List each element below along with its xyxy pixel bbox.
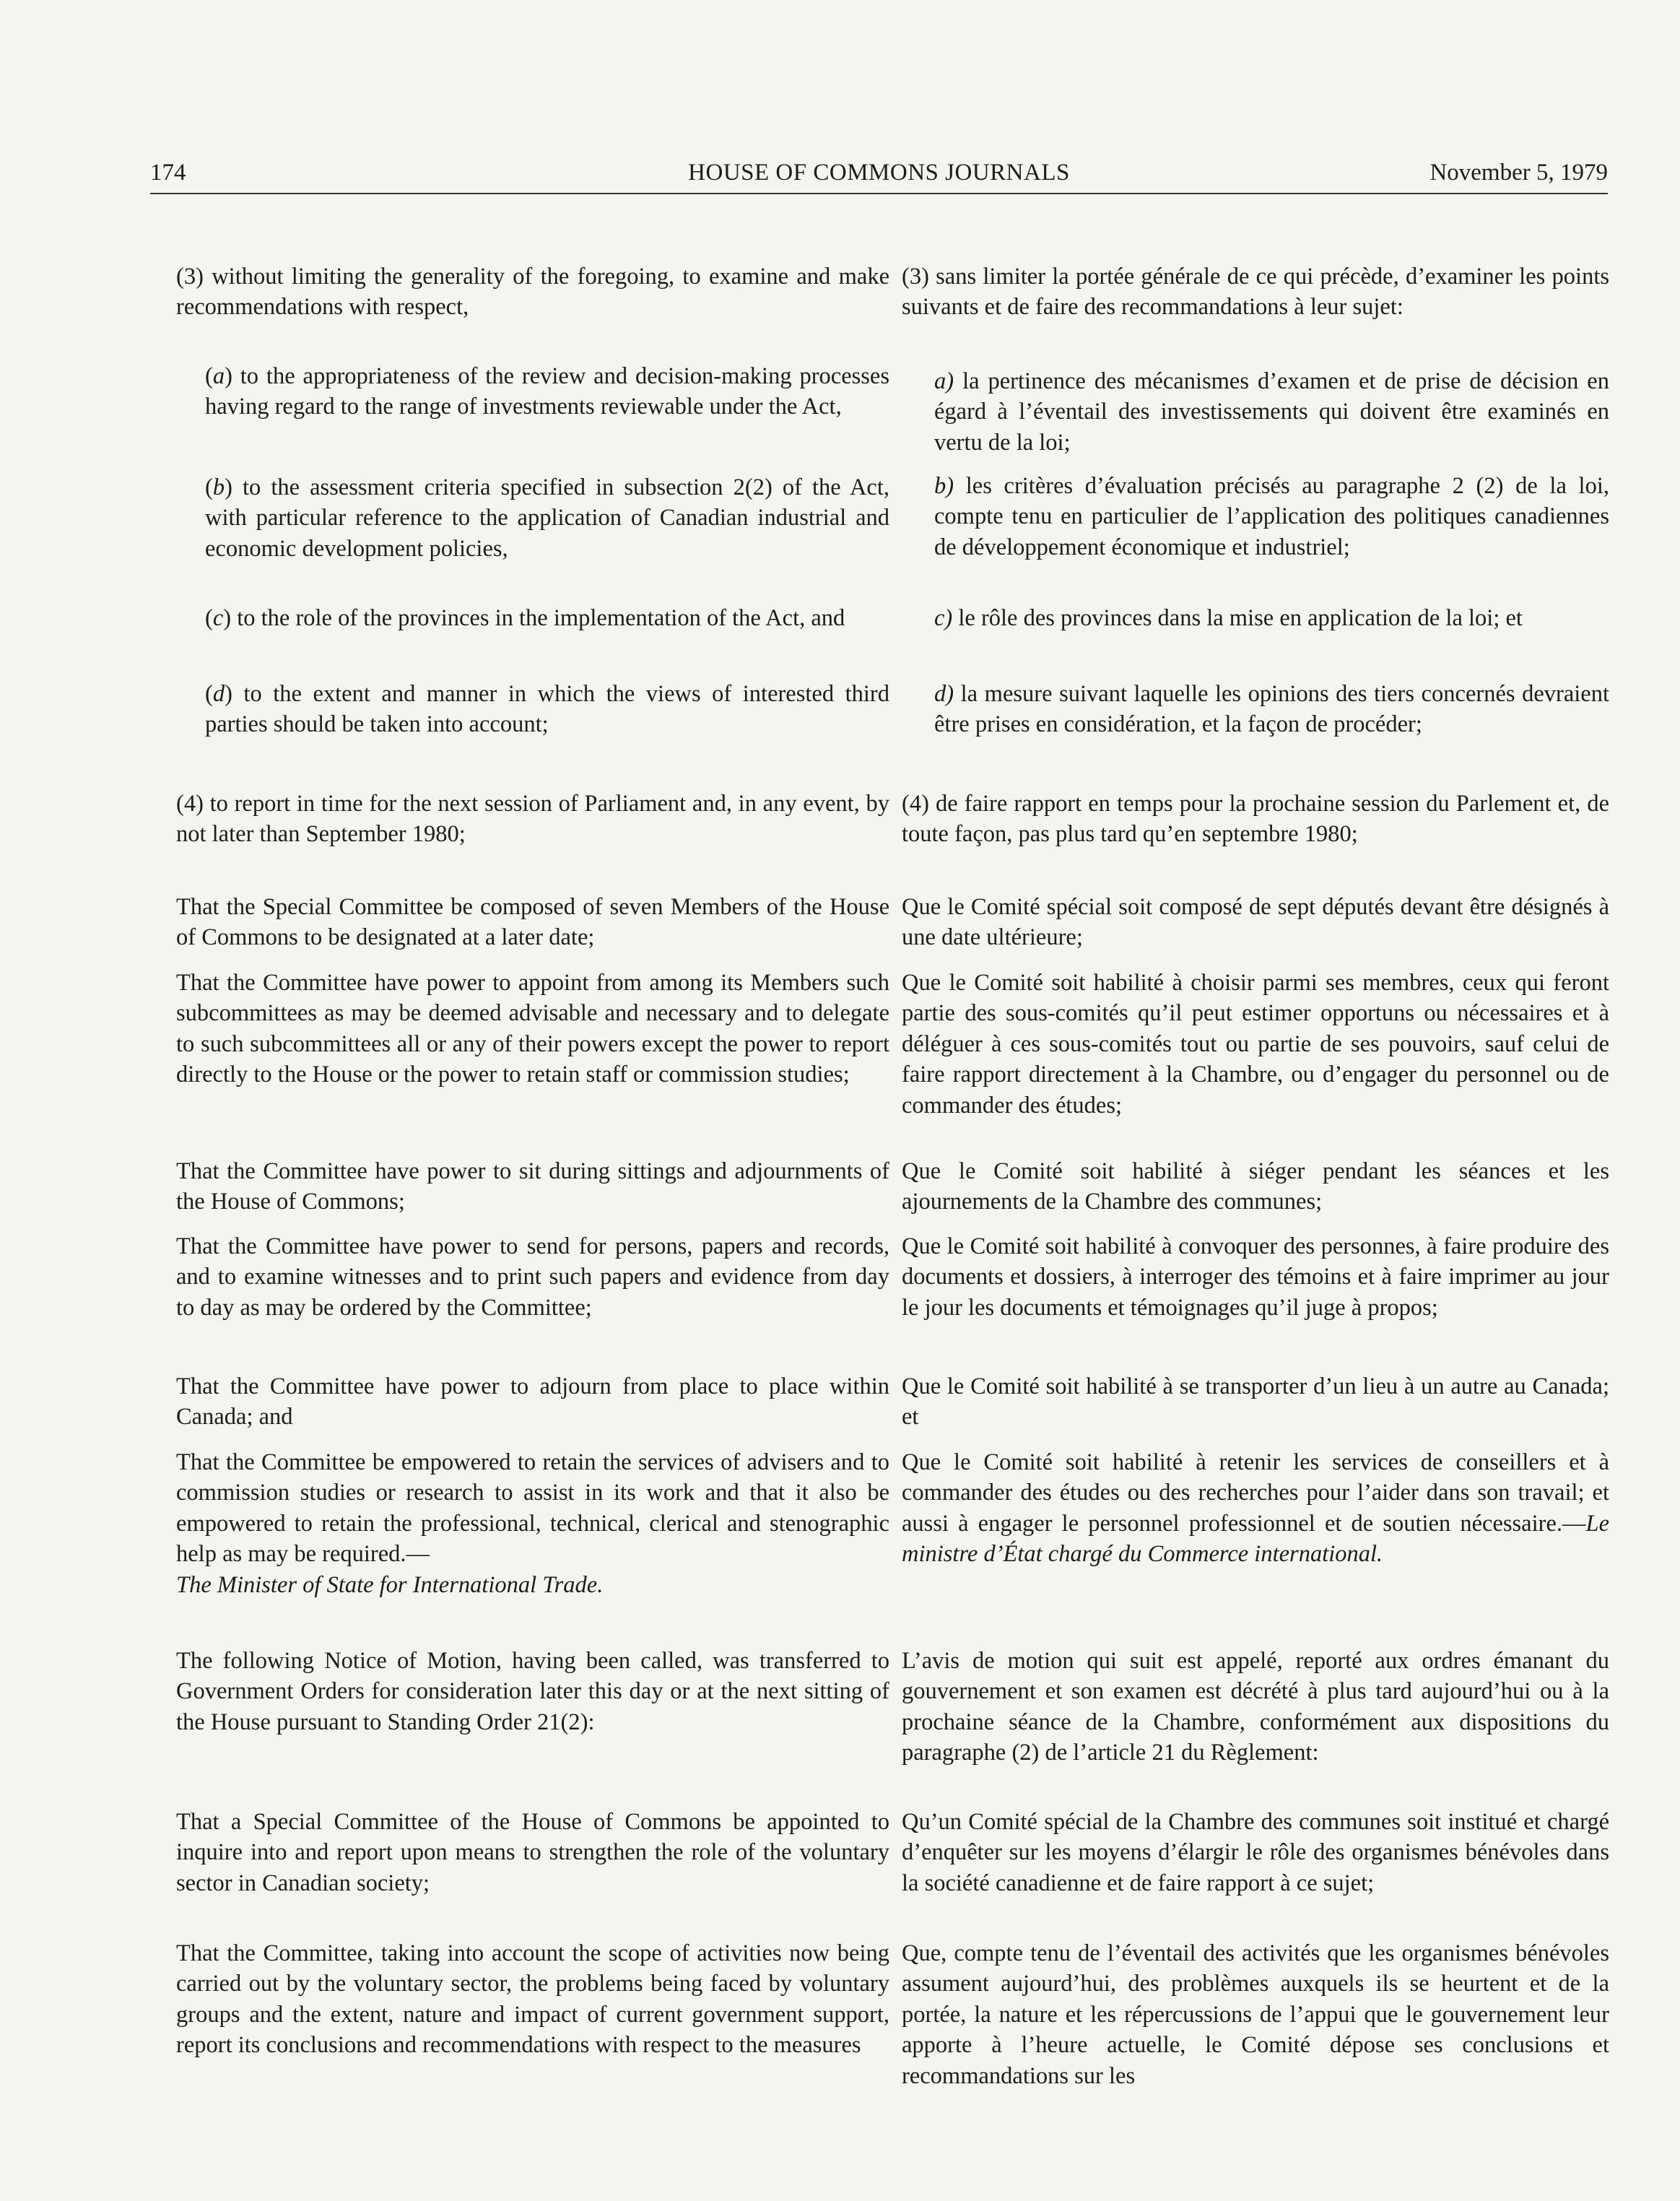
fr-item-d: d) la mesure suivant laquelle les opinions des tiers concernés devraient être prises en considération, et la façon de procéder; (934, 681, 1609, 738)
page-header (150, 155, 1608, 194)
en-send: That the Committee have power to send for persons, papers and records, and to examine witnesses and to print such papers and evidence from day to day as may be ordered by the Committee; (176, 1233, 889, 1321)
journal-title: HOUSE OF COMMONS JOURNALS (688, 160, 1070, 186)
en-scope: That the Committee, taking into account the scope of activities now being carried out by the voluntary sector, the problems being faced by voluntary groups and the extent, nature and impact of current government support, report its conclusions and recommendations with respect to the measures (176, 1940, 889, 2059)
en-subcommittees: That the Committee have power to appoint from among its Members such subcommittees as may be deemed advisable and necessary and to delegate to such subcommittees all or any of their powers except the power to report directly to the House or the power to retain staff or commission studies; (176, 970, 889, 1088)
fr-item-3: (3) sans limiter la portée générale de ce qui précède, d’examiner les points suivants et de faire des recommandations à leur sujet: (902, 264, 1609, 321)
journal-date: November 5, 1979 (1429, 160, 1608, 186)
fr-item-a: a) la pertinence des mécanismes d’examen et de prise de décision en égard à l’éventail des investissements qui doivent être examinés en vertu de la loi; (934, 368, 1609, 456)
fr-scope: Que, compte tenu de l’éventail des activités que les organismes bénévoles assument aujourd’hui, des problèmes auxquels ils se heurtent et de la portée, la nature et les répercussions de l’appui que le gouvernement leur apporte à l’heure actuelle, le Comité dépose ses conclusions et recommandations sur les (902, 1940, 1609, 2089)
en-item-4: (4) to report in time for the next session of Parliament and, in any event, by not later than September 1980; (176, 791, 889, 848)
fr-adjourn: Que le Comité soit habilité à se transporter d’un lieu à un autre au Canada; et (902, 1373, 1609, 1431)
page-number: 174 (150, 160, 186, 186)
en-notice: The following Notice of Motion, having been called, was transferred to Government Orders for consideration later this day or at the next sitting of the House pursuant to Standing Order 21(2): (176, 1648, 889, 1735)
fr-send: Que le Comité soit habilité à convoquer des personnes, à faire produire des documents et dossiers, à interroger des témoins et à faire imprimer au jour le jour les documents et témoignages qu’il juge à propos; (902, 1233, 1609, 1321)
en-adjourn: That the Committee have power to adjourn from place to place within Canada; and (176, 1373, 889, 1431)
en-composition: That the Special Committee be composed of seven Members of the House of Commons to be designated at a later date; (176, 894, 889, 951)
en-minister: The Minister of State for International Trade. (176, 1571, 604, 1598)
en-sit: That the Committee have power to sit during sittings and adjournments of the House of Commons; (176, 1158, 889, 1215)
en-item-d: (d) to the extent and manner in which the views of interested third parties should be taken into account; (205, 681, 889, 738)
en-item-a: (a) to the appropriateness of the review and decision-making processes having regard to the range of investments reviewable under the Act, (205, 363, 889, 420)
en-item-c: (c) to the role of the provinces in the implementation of the Act, and (205, 605, 845, 631)
fr-notice: L’avis de motion qui suit est appelé, reporté aux ordres émanant du gouvernement et son examen est décrété à plus tard aujourd’hui ou à la prochaine séance de la Chambre, conformément aux dispositions du paragraphe (2) de l’article 21 du Règlement: (902, 1648, 1609, 1766)
fr-sit: Que le Comité soit habilité à siéger pendant les séances et les ajournements de la Chambre des communes; (902, 1158, 1609, 1215)
fr-voluntary: Qu’un Comité spécial de la Chambre des communes soit institué et chargé d’enquêter sur les moyens d’élargir le rôle des organismes bénévoles dans la société canadienne et de faire rapport à ce sujet; (902, 1809, 1609, 1896)
en-item-3: (3) without limiting the generality of the foregoing, to examine and make recommendations with respect, (176, 264, 889, 321)
fr-item-4: (4) de faire rapport en temps pour la prochaine session du Parlement et, de toute façon, pas plus tard qu’en septembre 1980; (902, 791, 1609, 848)
fr-minister: Le ministre d’État chargé du Commerce international. (902, 1510, 1609, 1568)
fr-item-b: b) les critères d’évaluation précisés au paragraphe 2 (2) de la loi, compte tenu en particulier de l’application des politiques canadiennes de développement économique et industriel; (934, 473, 1609, 560)
fr-item-c: c) le rôle des provinces dans la mise en application de la loi; et (934, 605, 1523, 631)
fr-retain: Que le Comité soit habilité à retenir les services de conseillers et à commander des études ou des recherches pour l’aider dans son travail; et aussi à engager le personnel professionnel et de soutien nécessaire.—Le ministre d’État chargé du Commerce international. (902, 1449, 1609, 1568)
fr-subcommittees: Que le Comité soit habilité à choisir parmi ses membres, ceux qui feront partie des sous-comités qu’il peut estimer opportuns ou nécessaires et à déléguer à ces sous-comités tout ou partie de ses pouvoirs, sauf celui de faire rapport directement à la Chambre, ou d’engager du personnel ou de commander des études; (902, 970, 1609, 1119)
en-retain: That the Committee be empowered to retain the services of advisers and to commission studies or research to assist in its work and that it also be empowered to retain the professional, technical, clerical and stenographic help as may be required.— The Minister of State for International Trade. (176, 1449, 889, 1598)
fr-composition: Que le Comité spécial soit composé de sept députés devant être désignés à une date ultérieure; (902, 894, 1609, 951)
en-voluntary: That a Special Committee of the House of Commons be appointed to inquire into and report upon means to strengthen the role of the voluntary sector in Canadian society; (176, 1809, 889, 1896)
en-item-b: (b) to the assessment criteria specified in subsection 2(2) of the Act, with particular reference to the application of Canadian industrial and economic development policies, (205, 474, 889, 562)
